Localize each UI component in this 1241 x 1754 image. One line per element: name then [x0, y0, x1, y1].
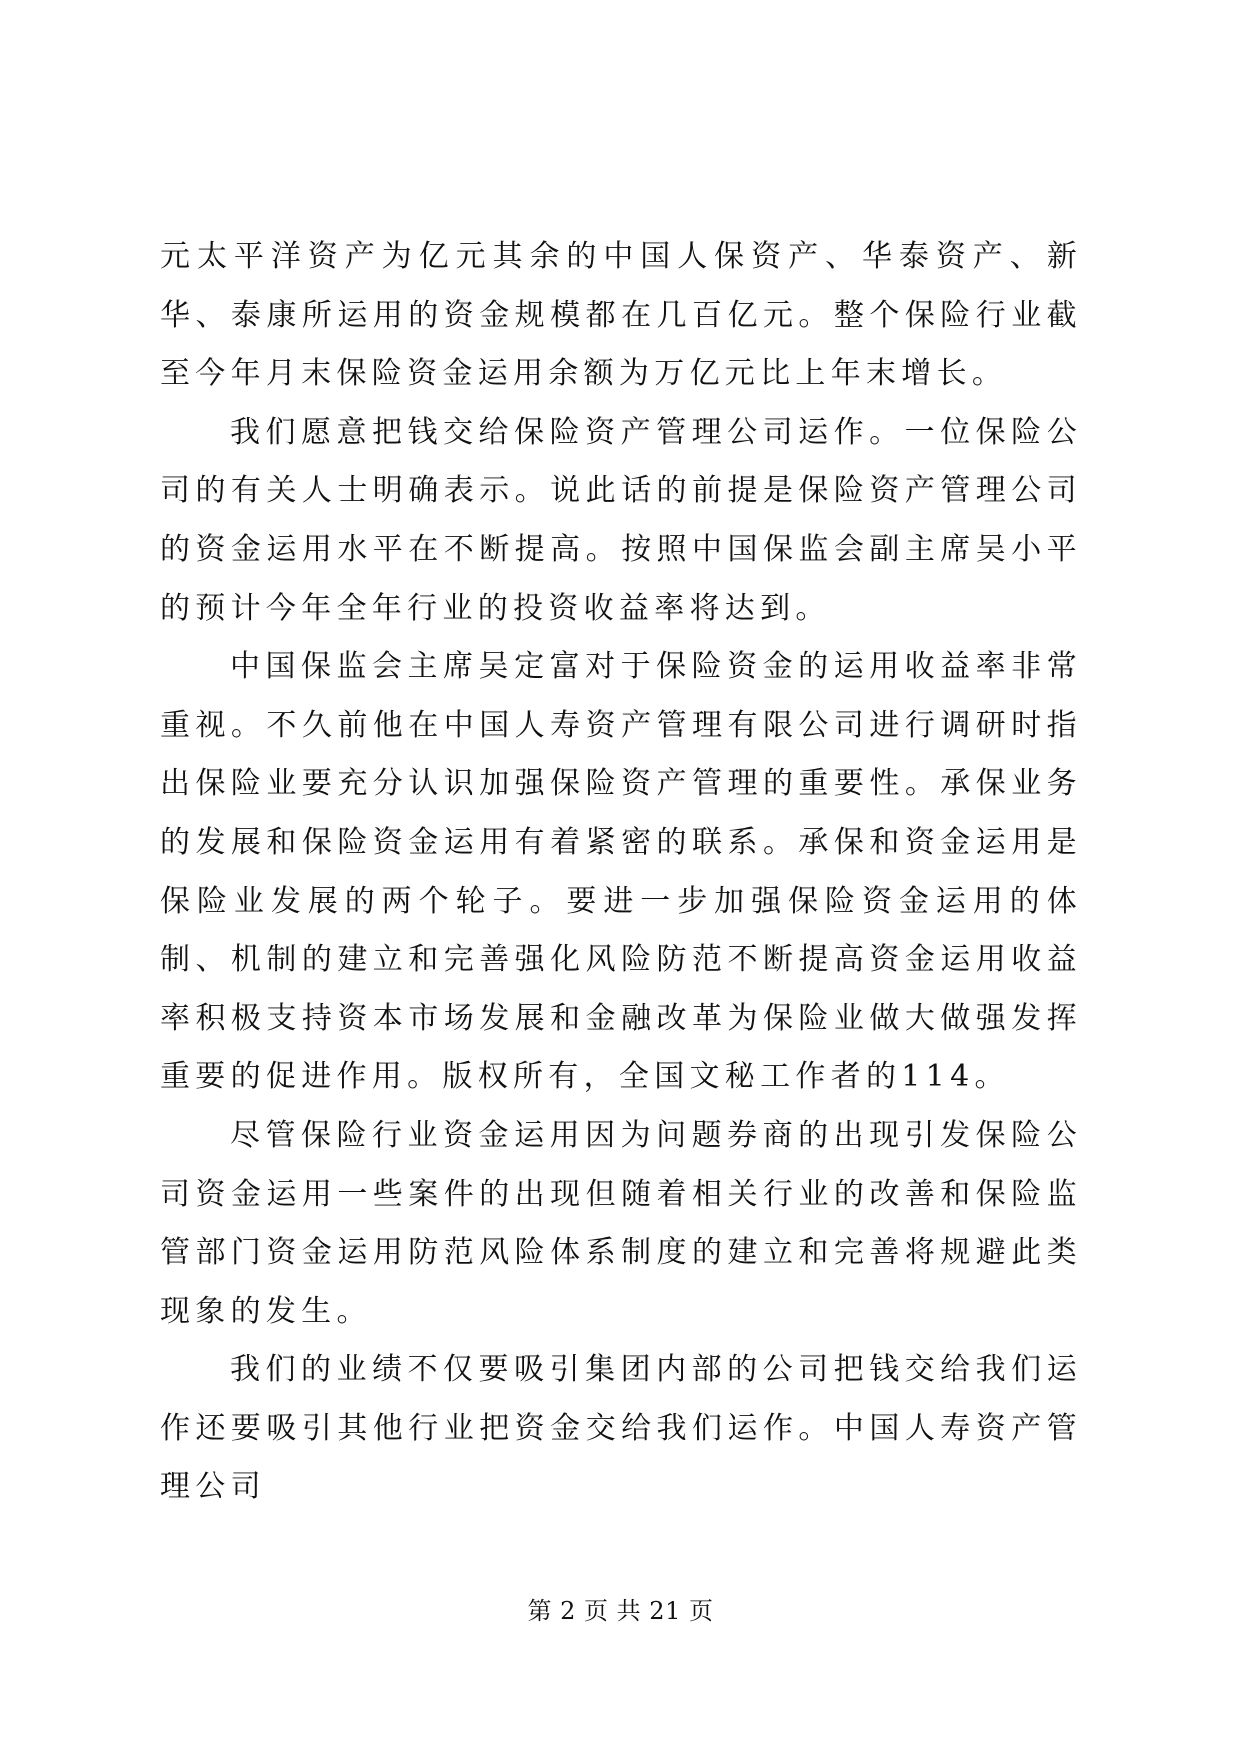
page-number-footer: 第 2 页 共 21 页	[527, 1597, 714, 1625]
paragraph-5: 我们的业绩不仅要吸引集团内部的公司把钱交给我们运作还要吸引其他行业把资金交给我们运作。中国人寿资产管理公司	[160, 1352, 1082, 1505]
paragraph-1: 元太平洋资产为亿元其余的中国人保资产、华泰资产、新华、泰康所运用的资金规模都在几百亿元。整个保险行业截至今年月末保险资金运用余额为万亿元比上年末增长。	[160, 239, 1082, 392]
document-body	[160, 228, 1082, 1517]
paragraph-4: 尽管保险行业资金运用因为问题券商的出现引发保险公司资金运用一些案件的出现但随着相关行业的改善和保险监管部门资金运用防范风险体系制度的建立和完善将规避此类现象的发生。	[160, 1117, 1082, 1329]
paragraph-2: 我们愿意把钱交给保险资产管理公司运作。一位保险公司的有关人士明确表示。说此话的前提是保险资产管理公司的资金运用水平在不断提高。按照中国保监会副主席吴小平的预计今年全年行业的投资收益率将达到。	[160, 414, 1082, 626]
paragraph-3: 中国保监会主席吴定富对于保险资金的运用收益率非常重视。不久前他在中国人寿资产管理有限公司进行调研时指出保险业要充分认识加强保险资产管理的重要性。承保业务的发展和保险资金运用有着紧密的联系。承保和资金运用是保险业发展的两个轮子。要进一步加强保险资金运用的体制、机制的建立和完善强化风险防范不断提高资金运用收益率积极支持资本市场发展和金融改革为保险业做大做强发挥重要的促进作用。版权所有，全国文秘工作者的114。	[160, 649, 1082, 1095]
